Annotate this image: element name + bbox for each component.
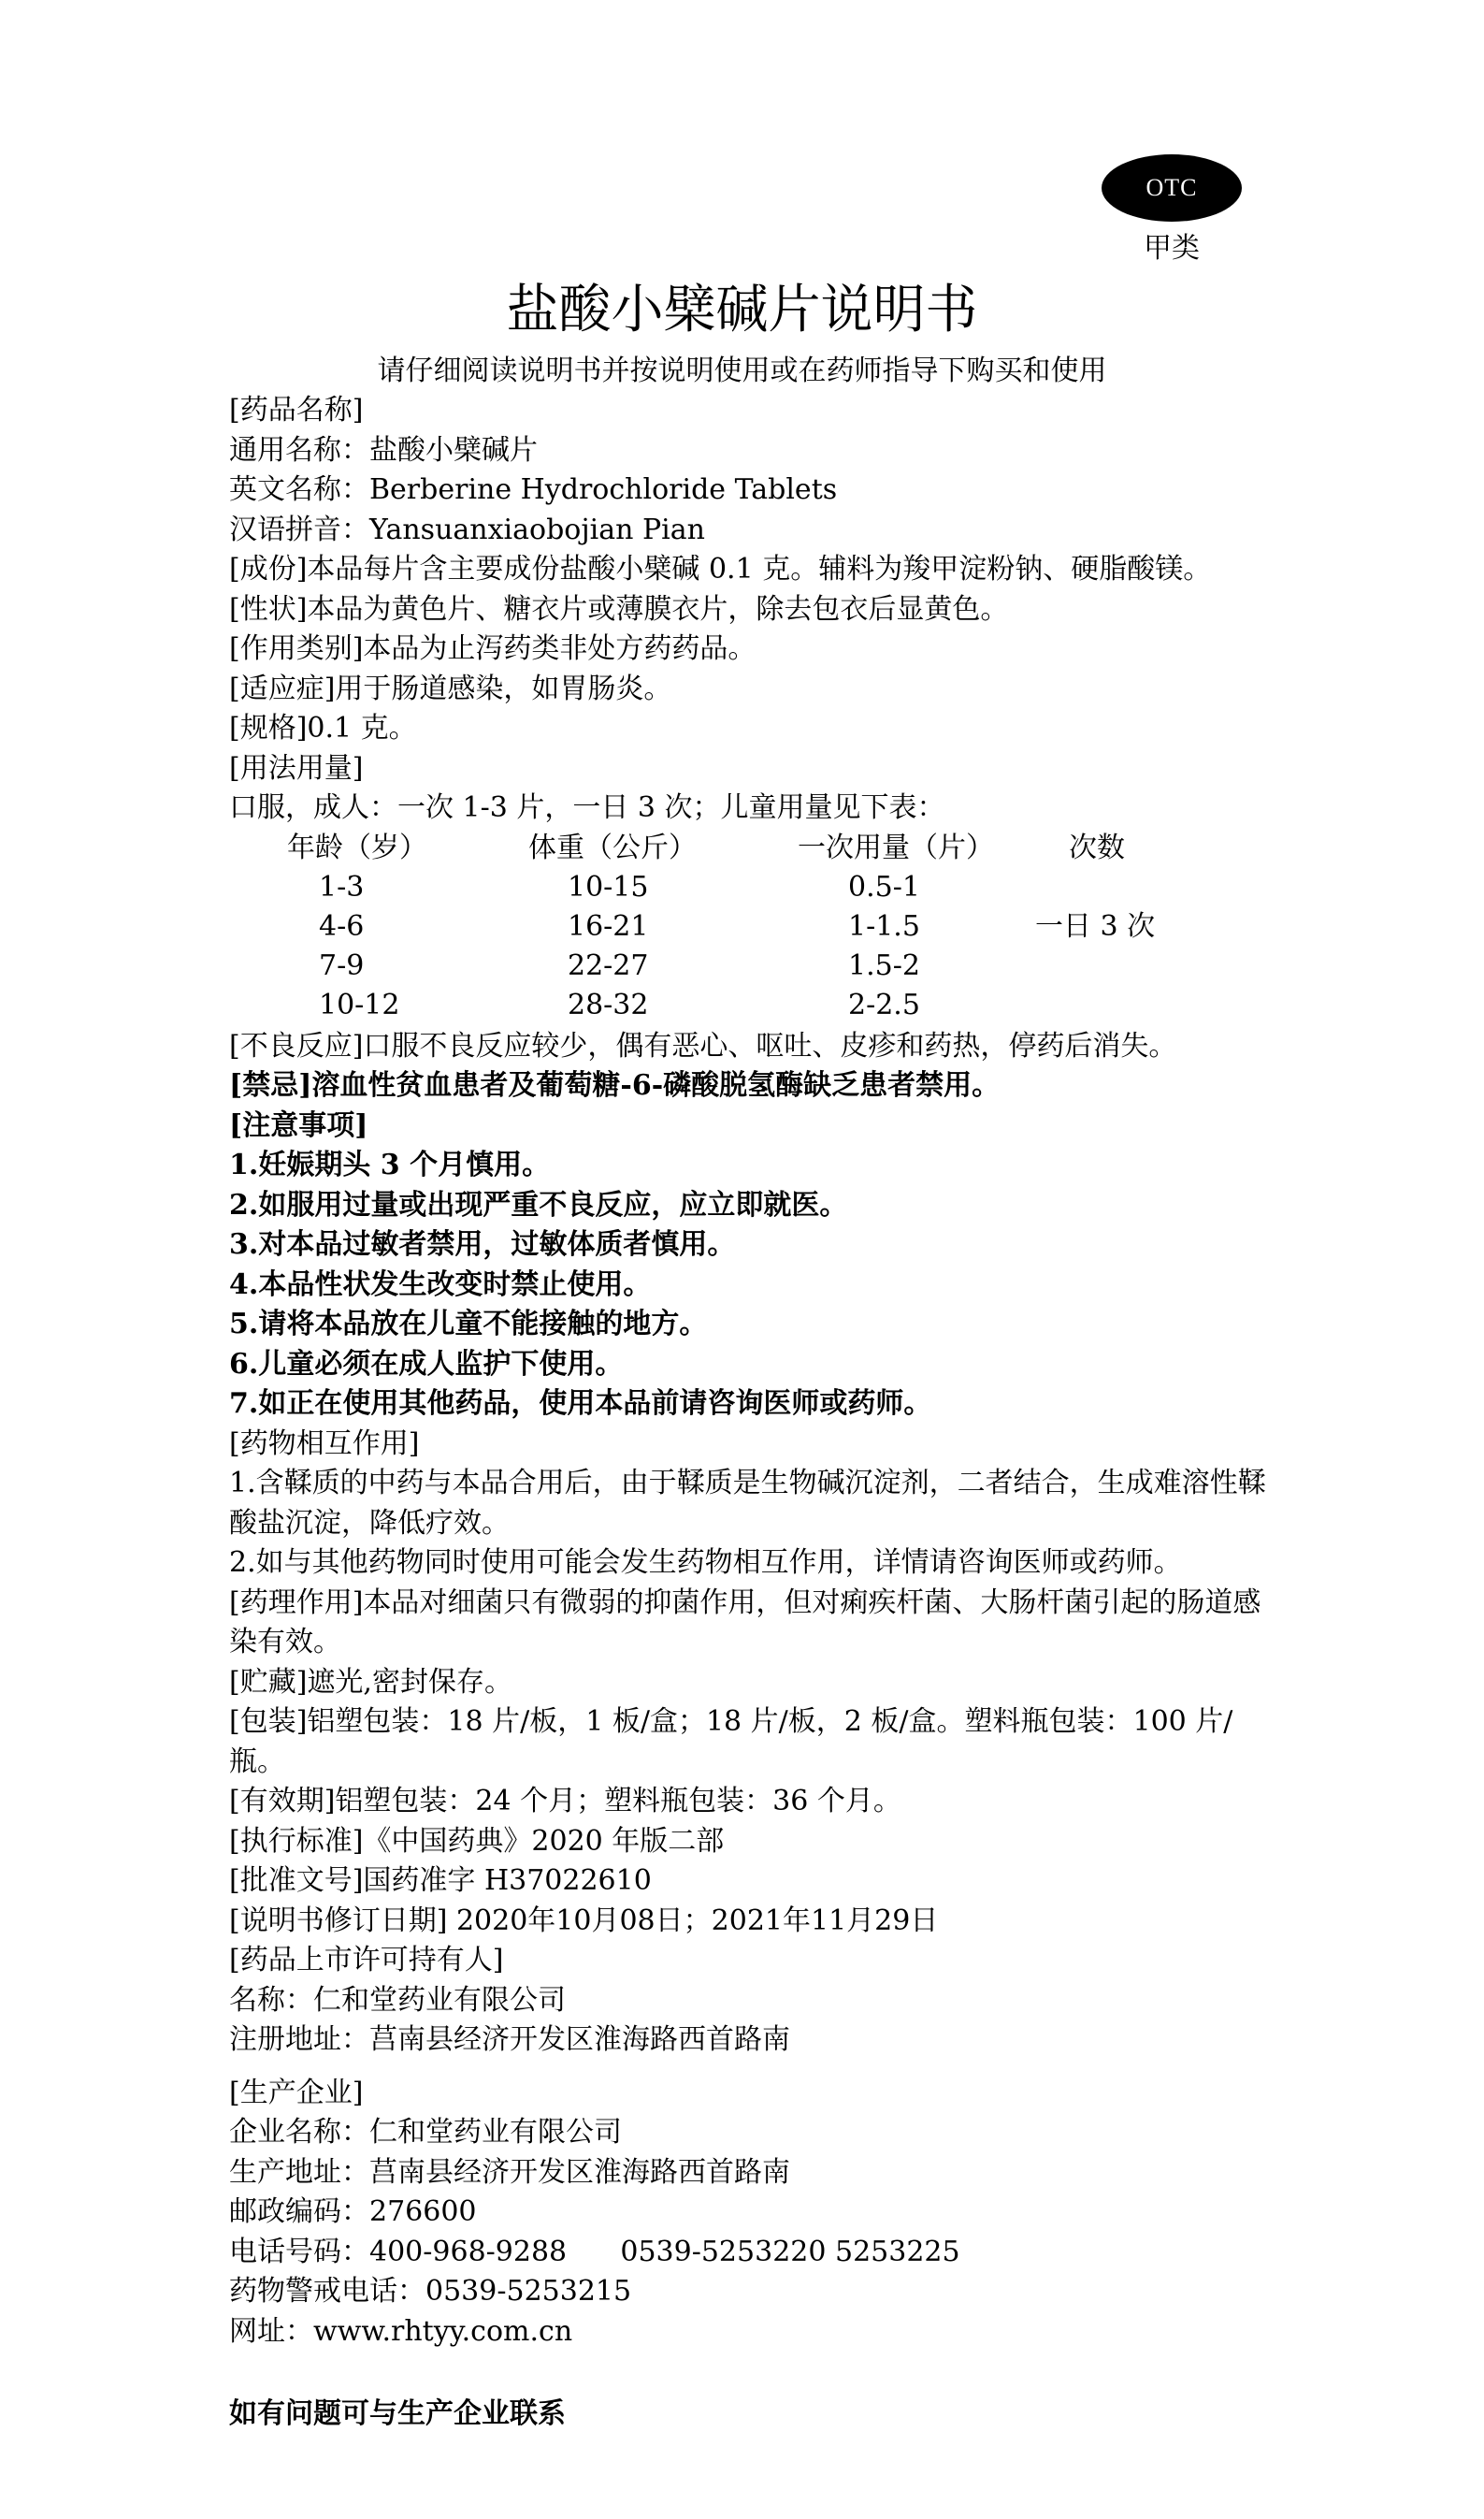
- phone-number: 电话号码：400-968-9288 0539-5253220 5253225: [229, 2235, 960, 2268]
- adverse-reactions: [不良反应]口服不良反应较少，偶有恶心、呕吐、皮疹和药热，停药后消失。: [229, 1029, 1177, 1063]
- table-cell-weight: 22-27: [568, 948, 649, 982]
- otc-class-label: 甲类: [1144, 232, 1200, 265]
- table-cell-weight: 28-32: [568, 988, 649, 1021]
- table-cell-age: 10-12: [319, 988, 400, 1021]
- storage: [贮藏]遮光,密封保存。: [229, 1665, 512, 1699]
- spacer: [229, 2061, 1286, 2074]
- interaction-item: 1.含鞣质的中药与本品合用后，由于鞣质是生物碱沉淀剂，二者结合，生成难溶性鞣酸盐沉淀，降低疗效。: [229, 1467, 1266, 1540]
- table-header-weight: 体重（公斤）: [528, 831, 697, 864]
- validity: [有效期]铝塑包装：24 个月；塑料瓶包装：36 个月。: [229, 1785, 901, 1817]
- precaution-item: 4.本品性状发生改变时禁止使用。: [229, 1267, 652, 1301]
- table-cell-frequency: 一日 3 次: [1035, 909, 1156, 943]
- page-subtitle: 请仔细阅读说明书并按说明使用或在药师指导下购买和使用: [377, 355, 1107, 387]
- page-title: 盐酸小檗碱片说明书: [506, 280, 978, 340]
- packaging: [包装]铝塑包装：18 片/板，1 板/盒；18 片/板，2 板/盒。塑料瓶包装：100 片/瓶。: [229, 1705, 1233, 1778]
- pharmacology: [药理作用]本品对细菌只有微弱的抑菌作用，但对痢疾杆菌、大肠杆菌引起的肠道感染有效。: [229, 1585, 1261, 1658]
- dosage-intro: 口服，成人：一次 1-3 片，一日 3 次；儿童用量见下表：: [229, 791, 945, 824]
- indications: [适应症]用于肠道感染，如胃肠炎。: [229, 672, 672, 705]
- table-cell-dose: 0.5-1: [848, 870, 920, 904]
- interaction-item: 2.如与其他药物同时使用可能会发生药物相互作用，详情请咨询医师或药师。: [229, 1546, 1182, 1579]
- strength: [规格]0.1 克。: [229, 712, 417, 745]
- contraindications: [禁忌]溶血性贫血患者及葡萄糖-6-磷酸脱氢酶缺乏患者禁用。: [229, 1069, 1001, 1102]
- manufacturer-name: 企业名称：仁和堂药业有限公司: [229, 2116, 622, 2149]
- approval-number: [批准文号]国药准字 H37022610: [229, 1864, 652, 1897]
- english-name: 英文名称：Berberine Hydrochloride Tablets: [229, 473, 838, 506]
- section-precautions: [注意事项]: [229, 1108, 368, 1142]
- section-manufacturer: [生产企业]: [229, 2076, 364, 2109]
- leaflet-body: [229, 391, 1286, 2435]
- table-cell-age: 1-3: [319, 870, 365, 904]
- generic-name: 通用名称：盐酸小檗碱片: [229, 433, 538, 467]
- table-cell-weight: 16-21: [568, 909, 649, 943]
- holder-name: 名称：仁和堂药业有限公司: [229, 1983, 566, 2017]
- table-header-age: 年龄（岁）: [287, 831, 427, 864]
- alert-phone: 药物警戒电话：0539-5253215: [229, 2275, 632, 2308]
- section-interactions: [药物相互作用]: [229, 1426, 420, 1460]
- footer-note: 如有问题可与生产企业联系: [229, 2397, 566, 2430]
- table-cell-dose: 2-2.5: [848, 988, 920, 1021]
- spacer: [229, 2352, 1286, 2395]
- table-header-dose: 一次用量（片）: [798, 831, 994, 864]
- table-cell-weight: 10-15: [568, 870, 649, 904]
- category: [作用类别]本品为止泻药类非处方药药品。: [229, 632, 756, 665]
- holder-address: 注册地址：莒南县经济开发区淮海路西首路南: [229, 2023, 790, 2056]
- precaution-item: 2.如服用过量或出现严重不良反应，应立即就医。: [229, 1188, 848, 1222]
- table-cell-age: 7-9: [319, 948, 365, 982]
- otc-badge: OTC: [1102, 154, 1242, 222]
- section-holder: [药品上市许可持有人]: [229, 1944, 504, 1976]
- description: [性状]本品为黄色片、糖衣片或薄膜衣片，除去包衣后显黄色。: [229, 592, 1009, 626]
- manufacturer-address: 生产地址：莒南县经济开发区淮海路西首路南: [229, 2155, 790, 2189]
- table-cell-dose: 1-1.5: [848, 909, 920, 943]
- precaution-item: 1.妊娠期头 3 个月慎用。: [229, 1149, 551, 1181]
- precaution-item: 7.如正在使用其他药品，使用本品前请咨询医师或药师。: [229, 1387, 932, 1420]
- revision-date: [说明书修订日期] 2020年10月08日；2021年11月29日: [229, 1904, 939, 1937]
- precaution-item: 3.对本品过敏者禁用，过敏体质者慎用。: [229, 1228, 736, 1261]
- table-cell-age: 4-6: [319, 909, 365, 943]
- website: 网址：www.rhtyy.com.cn: [229, 2314, 573, 2348]
- table-header-frequency: 次数: [1069, 831, 1125, 864]
- dosage-table: [229, 829, 1286, 1027]
- precaution-item: 6.儿童必须在成人监护下使用。: [229, 1347, 624, 1381]
- precaution-item: 5.请将本品放在儿童不能接触的地方。: [229, 1308, 708, 1340]
- postcode: 邮政编码：276600: [229, 2195, 477, 2228]
- composition: [成份]本品每片含主要成份盐酸小檗碱 0.1 克。辅料为羧甲淀粉钠、硬脂酸镁。: [229, 553, 1212, 586]
- section-drug-name: [药品名称]: [229, 394, 364, 427]
- table-cell-dose: 1.5-2: [848, 948, 920, 982]
- section-dosage: [用法用量]: [229, 751, 364, 785]
- standard: [执行标准]《中国药典》2020 年版二部: [229, 1824, 725, 1858]
- pinyin-name: 汉语拼音：Yansuanxiaobojian Pian: [229, 513, 705, 546]
